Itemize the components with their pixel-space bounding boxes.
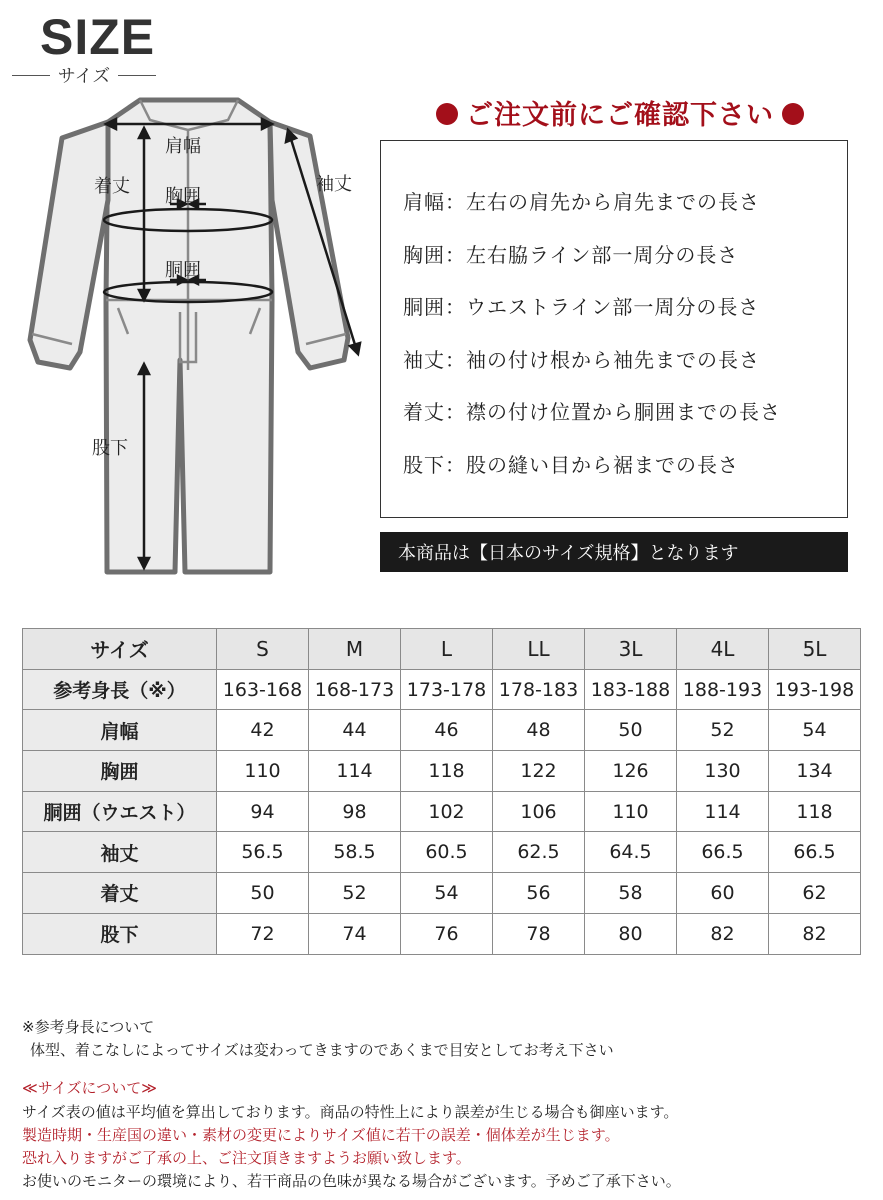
row-label: 肩幅 (23, 710, 217, 751)
notice-title: ご注文前にご確認下さい (466, 100, 774, 131)
table-cell: 54 (401, 873, 493, 914)
table-row (23, 913, 861, 954)
row-label: 袖丈 (23, 832, 217, 873)
table-header-cell: 3L (585, 629, 677, 670)
table-cell: 82 (677, 913, 769, 954)
row-label: 参考身長（※） (23, 669, 217, 710)
table-cell: 193-198 (769, 669, 861, 710)
label-chest: 胸囲 (165, 186, 201, 207)
table-row (23, 832, 861, 873)
size-table (22, 628, 861, 955)
japan-size-banner: 本商品は【日本のサイズ規格】となります (380, 532, 848, 572)
table-cell: 114 (309, 751, 401, 792)
table-cell: 80 (585, 913, 677, 954)
table-header-label: サイズ (23, 629, 217, 670)
table-cell: 66.5 (677, 832, 769, 873)
table-cell: 178-183 (493, 669, 585, 710)
row-label: 胸囲 (23, 751, 217, 792)
table-cell: 66.5 (769, 832, 861, 873)
table-header-cell: 5L (769, 629, 861, 670)
table-cell: 60 (677, 873, 769, 914)
label-sleeve: 袖丈 (316, 174, 352, 195)
size-subtitle (12, 62, 156, 88)
table-cell: 50 (585, 710, 677, 751)
table-cell: 60.5 (401, 832, 493, 873)
size-note-line: 恐れ入りますがご了承の上、ご注文頂きますようお願い致します。 (22, 1149, 471, 1167)
size-note-line: サイズ表の値は平均値を算出しております。商品の特性上により誤差が生じる場合も御座います。 (22, 1103, 679, 1121)
table-row (23, 751, 861, 792)
divider (12, 75, 50, 76)
table-row (23, 791, 861, 832)
table-header-cell: L (401, 629, 493, 670)
size-note-line: 製造時期・生産国の違い・素材の変更によりサイズ値に若干の誤差・個体差が生じます。 (22, 1126, 620, 1144)
table-cell: 78 (493, 913, 585, 954)
table-cell: 126 (585, 751, 677, 792)
table-cell: 56.5 (217, 832, 309, 873)
ref-height-note-body: 体型、着こなしによってサイズは変わってきますのであくまで目安としてお考え下さい (30, 1041, 614, 1059)
table-cell: 118 (401, 751, 493, 792)
ref-height-note-title: ※参考身長について (22, 1018, 155, 1036)
definition-item: 着丈：襟の付け位置から胴囲までの長さ (403, 400, 781, 424)
definitions-box (380, 140, 848, 518)
table-header-cell: M (309, 629, 401, 670)
label-length: 着丈 (94, 176, 130, 197)
table-cell: 56 (493, 873, 585, 914)
table-cell: 72 (217, 913, 309, 954)
table-cell: 134 (769, 751, 861, 792)
definition-item: 胸囲：左右脇ライン部一周分の長さ (403, 243, 739, 267)
table-cell: 163-168 (217, 669, 309, 710)
table-cell: 168-173 (309, 669, 401, 710)
table-cell: 76 (401, 913, 493, 954)
definition-item: 袖丈：袖の付け根から袖先までの長さ (403, 348, 760, 372)
table-header-cell: LL (493, 629, 585, 670)
table-cell: 52 (677, 710, 769, 751)
table-cell: 106 (493, 791, 585, 832)
table-cell: 54 (769, 710, 861, 751)
table-cell: 62 (769, 873, 861, 914)
table-header-row (23, 629, 861, 670)
definition-item: 肩幅：左右の肩先から肩先までの長さ (403, 190, 760, 214)
label-waist: 胴囲 (165, 260, 201, 281)
coverall-illustration (10, 90, 370, 590)
table-cell: 183-188 (585, 669, 677, 710)
table-cell: 44 (309, 710, 401, 751)
bullet-dot-icon (782, 103, 804, 125)
table-cell: 74 (309, 913, 401, 954)
definition-item: 胴囲：ウエストライン部一周分の長さ (403, 295, 760, 319)
label-inseam: 股下 (92, 438, 128, 459)
divider (118, 75, 156, 76)
bullet-dot-icon (436, 103, 458, 125)
size-subtitle-text: サイズ (57, 66, 111, 87)
notice-heading (410, 93, 830, 132)
table-cell: 114 (677, 791, 769, 832)
row-label: 着丈 (23, 873, 217, 914)
table-cell: 64.5 (585, 832, 677, 873)
row-label: 胴囲（ウエスト） (23, 791, 217, 832)
table-row (23, 873, 861, 914)
table-cell: 122 (493, 751, 585, 792)
table-cell: 188-193 (677, 669, 769, 710)
table-cell: 98 (309, 791, 401, 832)
label-shoulder: 肩幅 (165, 136, 201, 157)
coverall-diagram (10, 90, 370, 590)
table-cell: 50 (217, 873, 309, 914)
size-title: SIZE (40, 9, 156, 65)
table-cell: 94 (217, 791, 309, 832)
table-row (23, 669, 861, 710)
table-header-cell: 4L (677, 629, 769, 670)
table-row (23, 710, 861, 751)
table-cell: 42 (217, 710, 309, 751)
table-cell: 62.5 (493, 832, 585, 873)
row-label: 股下 (23, 913, 217, 954)
size-note-title: ≪サイズについて≫ (22, 1079, 157, 1097)
table-cell: 110 (217, 751, 309, 792)
table-cell: 58.5 (309, 832, 401, 873)
table-cell: 130 (677, 751, 769, 792)
table-header-cell: S (217, 629, 309, 670)
table-cell: 82 (769, 913, 861, 954)
table-cell: 46 (401, 710, 493, 751)
table-cell: 110 (585, 791, 677, 832)
table-cell: 52 (309, 873, 401, 914)
table-cell: 58 (585, 873, 677, 914)
table-cell: 173-178 (401, 669, 493, 710)
table-cell: 48 (493, 710, 585, 751)
definition-item: 股下：股の縫い目から裾までの長さ (403, 453, 739, 477)
size-note-line: お使いのモニターの環境により、若干商品の色味が異なる場合がございます。予めご了承下さい。 (22, 1172, 681, 1190)
table-cell: 102 (401, 791, 493, 832)
table-cell: 118 (769, 791, 861, 832)
